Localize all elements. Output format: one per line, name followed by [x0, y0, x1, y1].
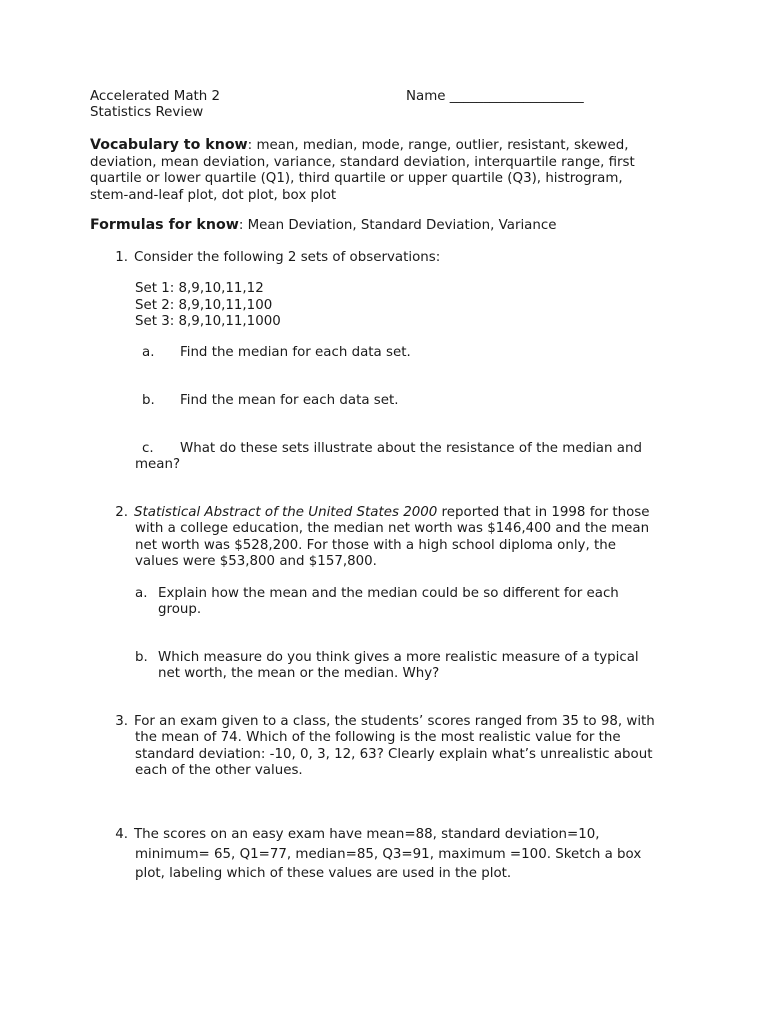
vocabulary-text-4: stem-and-leaf plot, dot plot, box plot: [90, 187, 337, 203]
question-3-text-3: standard deviation: -10, 0, 3, 12, 63? Clearly explain what’s unrealistic about: [135, 746, 653, 762]
vocabulary-text-2: deviation, mean deviation, variance, standard deviation, interquartile range, first: [90, 154, 635, 170]
question-1b-text: Find the mean for each data set.: [180, 393, 399, 408]
set-3: Set 3: 8,9,10,11,1000: [135, 314, 281, 329]
formulas-section: [90, 217, 556, 235]
course-title: Accelerated Math 2: [90, 89, 221, 104]
question-2-text-1: reported that in 1998 for those: [437, 505, 650, 520]
document-subtitle: Statistics Review: [90, 105, 204, 120]
question-2b-label: b.: [135, 650, 148, 665]
set-2: Set 2: 8,9,10,11,100: [135, 297, 273, 313]
question-2a-text-1: Explain how the mean and the median could be so different for each: [158, 586, 619, 601]
question-3-body: [135, 730, 652, 780]
question-1: [106, 250, 440, 267]
question-2b-text-2: net worth, the mean or the median. Why?: [158, 666, 440, 681]
question-3-text-2: the mean of 74. Which of the following is the most realistic value for the: [135, 730, 621, 745]
set-1: Set 1: 8,9,10,11,12: [135, 281, 264, 296]
question-3-text-4: each of the other values.: [135, 763, 303, 778]
question-3-number: 3.: [115, 714, 128, 729]
question-4-text-1: The scores on an easy exam have mean=88, standard deviation=10,: [134, 827, 600, 842]
question-2-text-4: values were $53,800 and $157,800.: [135, 554, 377, 569]
formulas-label: Formulas for know: [90, 217, 239, 233]
data-sets: [135, 281, 281, 331]
vocabulary-section: [90, 137, 690, 204]
question-1c-label: c.: [142, 441, 154, 456]
question-1c-text-1: What do these sets illustrate about the resistance of the median and: [180, 441, 642, 456]
formulas-text: : Mean Deviation, Standard Deviation, Variance: [238, 218, 557, 233]
question-1-number: 1.: [115, 250, 128, 265]
question-1a-text: Find the median for each data set.: [180, 345, 411, 360]
question-2b-text-1: Which measure do you think gives a more realistic measure of a typical: [158, 650, 639, 665]
question-1a-label: a.: [142, 345, 155, 360]
question-3-text-1: For an exam given to a class, the students’ scores ranged from 35 to 98, with: [134, 714, 655, 729]
question-2a-text-2: group.: [158, 602, 202, 617]
question-2: [106, 505, 650, 522]
question-1-text: Consider the following 2 sets of observations:: [134, 250, 441, 265]
question-4-text-3: plot, labeling which of these values are used in the plot.: [135, 866, 512, 881]
name-line: Name ____________________: [406, 89, 584, 104]
vocabulary-label: Vocabulary to know: [90, 137, 248, 153]
question-4-text-2: minimum= 65, Q1=77, median=85, Q3=91, maximum =100. Sketch a box: [135, 846, 642, 862]
source-title: Statistical Abstract of the United States 2000: [134, 505, 438, 520]
question-4: [106, 825, 641, 884]
question-2-body: [135, 521, 649, 571]
question-2-number: 2.: [115, 505, 128, 520]
vocabulary-text-3: quartile or lower quartile (Q1), third quartile or upper quartile (Q3), histrogram,: [90, 171, 623, 186]
question-1b-label: b.: [142, 393, 155, 408]
question-2-text-2: with a college education, the median net worth was $146,400 and the mean: [135, 521, 650, 536]
question-2-text-3: net worth was $528,200. For those with a high school diploma only, the: [135, 537, 616, 553]
question-4-number: 4.: [115, 827, 128, 842]
question-1c-text-2: mean?: [135, 457, 181, 472]
vocabulary-text-1: : mean, median, mode, range, outlier, resistant, skewed,: [247, 138, 629, 153]
question-2a-label: a.: [135, 586, 148, 601]
question-3: [106, 714, 655, 731]
